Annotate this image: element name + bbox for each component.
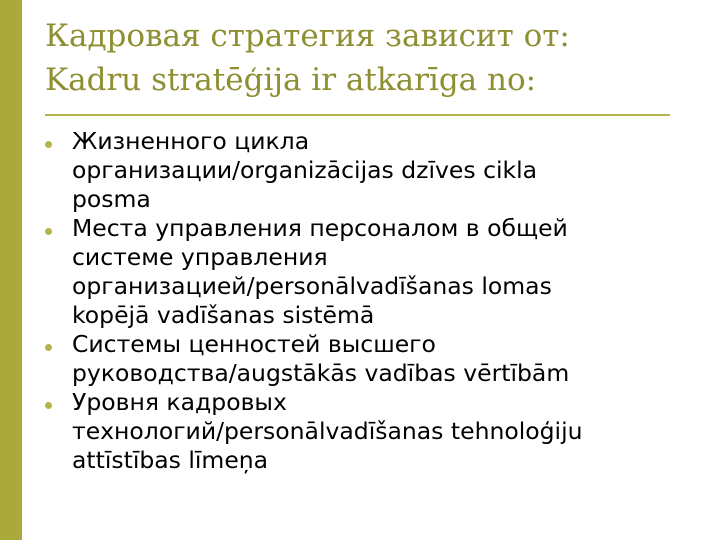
bullet-dot-icon [45,141,52,148]
left-accent-bar [0,0,22,540]
bullet-line: технологий/personālvadīšanas tehnoloģiju [72,417,583,445]
bullet-line: posma [72,185,151,213]
bullet-text [72,330,705,388]
bullet-text [72,127,705,214]
bullet-item-technology-level [45,388,705,475]
title-divider [45,114,670,116]
bullet-item-hr-role [45,214,705,330]
bullet-line: организации/organizācijas dzīves cikla [72,156,538,184]
bullet-dot-icon [45,402,52,409]
bullet-line: Уровня кадровых [72,388,287,416]
bullet-line: руководства/augstākās vadības vērtībām [72,359,570,387]
bullet-line: организацией/personālvadīšanas lomas [72,272,552,300]
bullet-line: Системы ценностей высшего [72,330,436,358]
slide-title [45,14,705,102]
title-line-russian: Кадровая стратегия зависит от: [45,18,570,54]
bullet-dot-icon [45,228,52,235]
bullet-line: Места управления персоналом в общей [72,214,568,242]
bullet-line: attīstības līmeņa [72,446,269,474]
bullet-text [72,214,705,330]
bullet-line: системе управления [72,243,328,271]
bullet-line: kopējā vadīšanas sistēmā [72,301,375,329]
bullet-list [45,127,705,475]
bullet-text [72,388,705,475]
bullet-line: Жизненного цикла [72,127,310,155]
bullet-item-life-cycle [45,127,705,214]
title-line-latvian: Kadru stratēģija ir atkarīga no: [45,62,537,98]
bullet-item-values [45,330,705,388]
bullet-dot-icon [45,344,52,351]
